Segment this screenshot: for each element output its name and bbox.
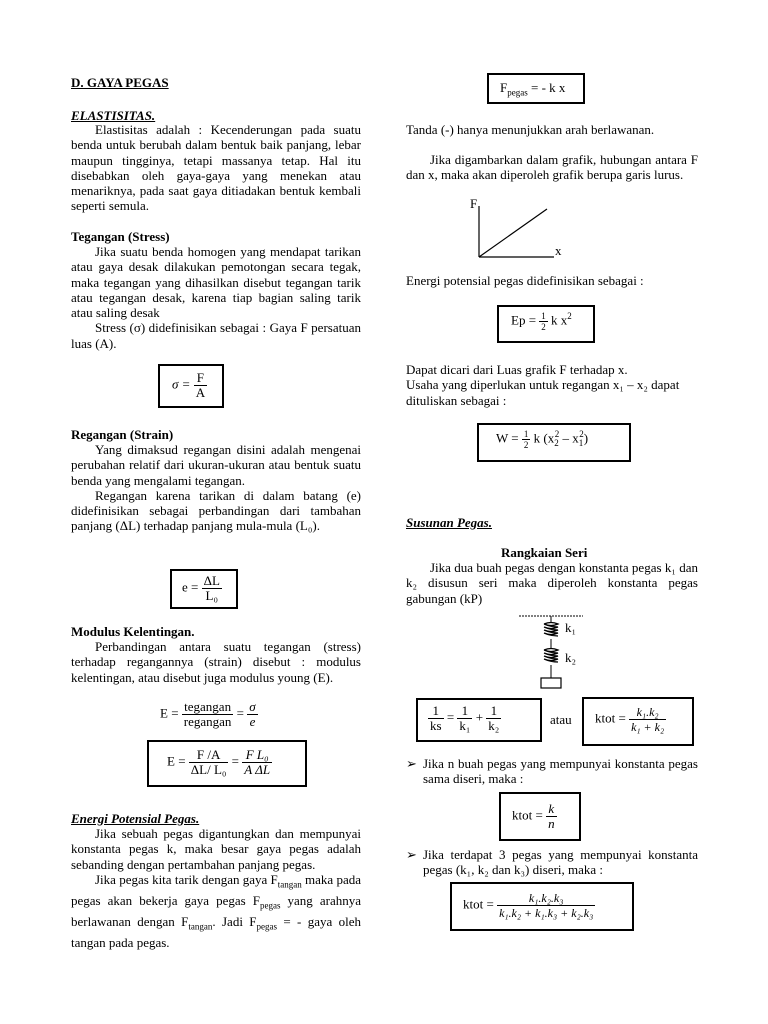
bullet-3-springs: ➢ Jika terdapat 3 pegas yang mempunyai konstanta pegas (k₁, k₂ dan k₃) diseri, maka : — [406, 847, 698, 878]
ktot3-formula-box: ktot = $\frac{\text{k₁.k₂.k₃}}{\text{k₁.k₂ + k₁.k₃ + k₂.k₃}}$ — [450, 882, 634, 931]
seri-title: Rangkaian Seri — [501, 545, 588, 560]
work-formula-box: W = $\frac{1}{2}$ k $(x_2^2 - x_1^2)$ — [477, 423, 631, 462]
bullet-arrow-icon: ➢ — [406, 756, 417, 771]
tanda-text: Tanda (-) hanya menunjukkan arah berlawanan. — [406, 122, 655, 137]
elastisitas-paragraph: Elastisitas adalah : Kecenderungan pada suatu benda untuk berubah dalam bentuk baik panjang, lebar maupun tingginya, tetapi massanya tetap. Hal itu disebabkan oleh gaya-gaya yang menekan atau menariknya, pada saat gaya ditiadakan bentuk kembali seperti semula. — [71, 122, 361, 214]
spring-k2 — [544, 649, 558, 663]
ep-formula-box: Ep = $\frac{1}{2}$ k $x^2$ — [497, 305, 595, 343]
seri-paragraph: Jika dua buah pegas dengan konstanta pegas k₁ dan k₂ disusun seri maka diperoleh konstanta pegas gabungan (kP) — [406, 560, 698, 606]
energi-title: Energi Potensial Pegas. — [71, 811, 200, 826]
modulus-formula-1: E = $\frac{\text{tegangan}}{\text{regangan}}$ = $\frac{\sigma}{e}$ — [160, 699, 256, 729]
bullet-arrow-icon: ➢ — [406, 847, 417, 862]
spring-label-k2: k₂ — [565, 650, 577, 665]
regangan-paragraph: Yang dimaksud regangan disini adalah mengenai perubahan relatif dari ukuran-ukuran atau bentuk suatu benda yang mengalami tegangan. Regangan karena tarikan di dalam batang (e) didefinisikan sebagai perbandingan dari tambahan panjang (ΔL) terhadap panjang mula-mula (L₀). — [71, 442, 361, 534]
graph-x-label: x — [555, 243, 562, 258]
regangan-title: Regangan (Strain) — [71, 427, 174, 442]
spring-label-k1: k₁ — [565, 620, 577, 635]
strain-formula-box: e = $\frac{\Delta L}{\text{L₀}}$ — [170, 569, 238, 609]
ktot-formula-box: ktot = $\frac{\text{k₁.k₂}}{\text{k₁ + k₂}}$ — [582, 697, 694, 746]
tegangan-paragraph: Jika suatu benda homogen yang mendapat tarikan atau gaya desak dilakukan pemotongan secara tegak, maka tegangan yang dihasilkan disebut tegangan tarik atau tegangan desak, karena tiap bagian saling tarik atau saling desak Stress (σ) didefinisikan sebagai : Gaya F persatuan luas (A). — [71, 244, 361, 351]
stress-formula-box: σ = $\frac{F}{A}$ — [158, 364, 224, 408]
ktot-n-formula-box: ktot = $\frac{k}{n}$ — [499, 792, 581, 841]
force-extension-graph — [462, 196, 572, 262]
section-heading: D. GAYA PEGAS — [71, 75, 169, 90]
tegangan-title: Tegangan (Stress) — [71, 229, 170, 244]
modulus-formula-box: E = $\frac{F /A}{\text{ΔL/ L₀}}$ = $\frac{\text{F L₀}}{\text{A ΔL}}$ — [147, 740, 307, 787]
graph-y-label: F — [470, 196, 478, 211]
bullet-n-springs: ➢ Jika n buah pegas yang mempunyai konstanta pegas sama diseri, maka : — [406, 756, 698, 787]
series-formula-box: $\frac{1}{ks}$ = $\frac{1}{\text{k₁}}$ + $\frac{1}{\text{k₂}}$ — [416, 698, 542, 742]
grafik-text: Jika digambarkan dalam grafik, hubungan antara F dan x, maka akan diperoleh grafik berupa garis lurus. — [406, 152, 698, 183]
energi-paragraph: Jika sebuah pegas digantungkan dan mempunyai konstanta pegas k, maka besar gaya pegas adalah sebanding dengan pertambahan panjang pegas. Jika pegas kita tarik dengan gaya $F_{tangan}$ maka pada pegas akan bekerja gaya pegas $F_{pegas}$ yang arahnya berlawanan dengan $F_{tangan}$. Jadi $F_{pegas}$ = - gaya oleh tangan pada pegas. — [71, 826, 361, 950]
spring-k1 — [544, 623, 558, 637]
modulus-title: Modulus Kelentingan. — [71, 624, 195, 639]
graph-line — [479, 209, 547, 257]
series-spring-diagram — [515, 612, 595, 692]
luas-text: Dapat dicari dari Luas grafik F terhadap x. Usaha yang diperlukan untuk regangan x₁ – x₂ dapat dituliskan sebagai : — [406, 362, 680, 408]
ep-text: Energi potensial pegas didefinisikan sebagai : — [406, 273, 644, 288]
hooke-formula-box: $F_{pegas}$ = - k x — [487, 73, 585, 104]
susunan-title: Susunan Pegas. — [406, 515, 492, 530]
mass-block — [541, 678, 561, 688]
modulus-paragraph: Perbandingan antara suatu tegangan (stress) terhadap regangannya (strain) disebut : modulus kelentingan, atau disebut juga modulus young (E). — [71, 639, 361, 685]
elastisitas-title: ELASTISITAS. — [71, 108, 156, 123]
atau-label: atau — [550, 712, 572, 727]
